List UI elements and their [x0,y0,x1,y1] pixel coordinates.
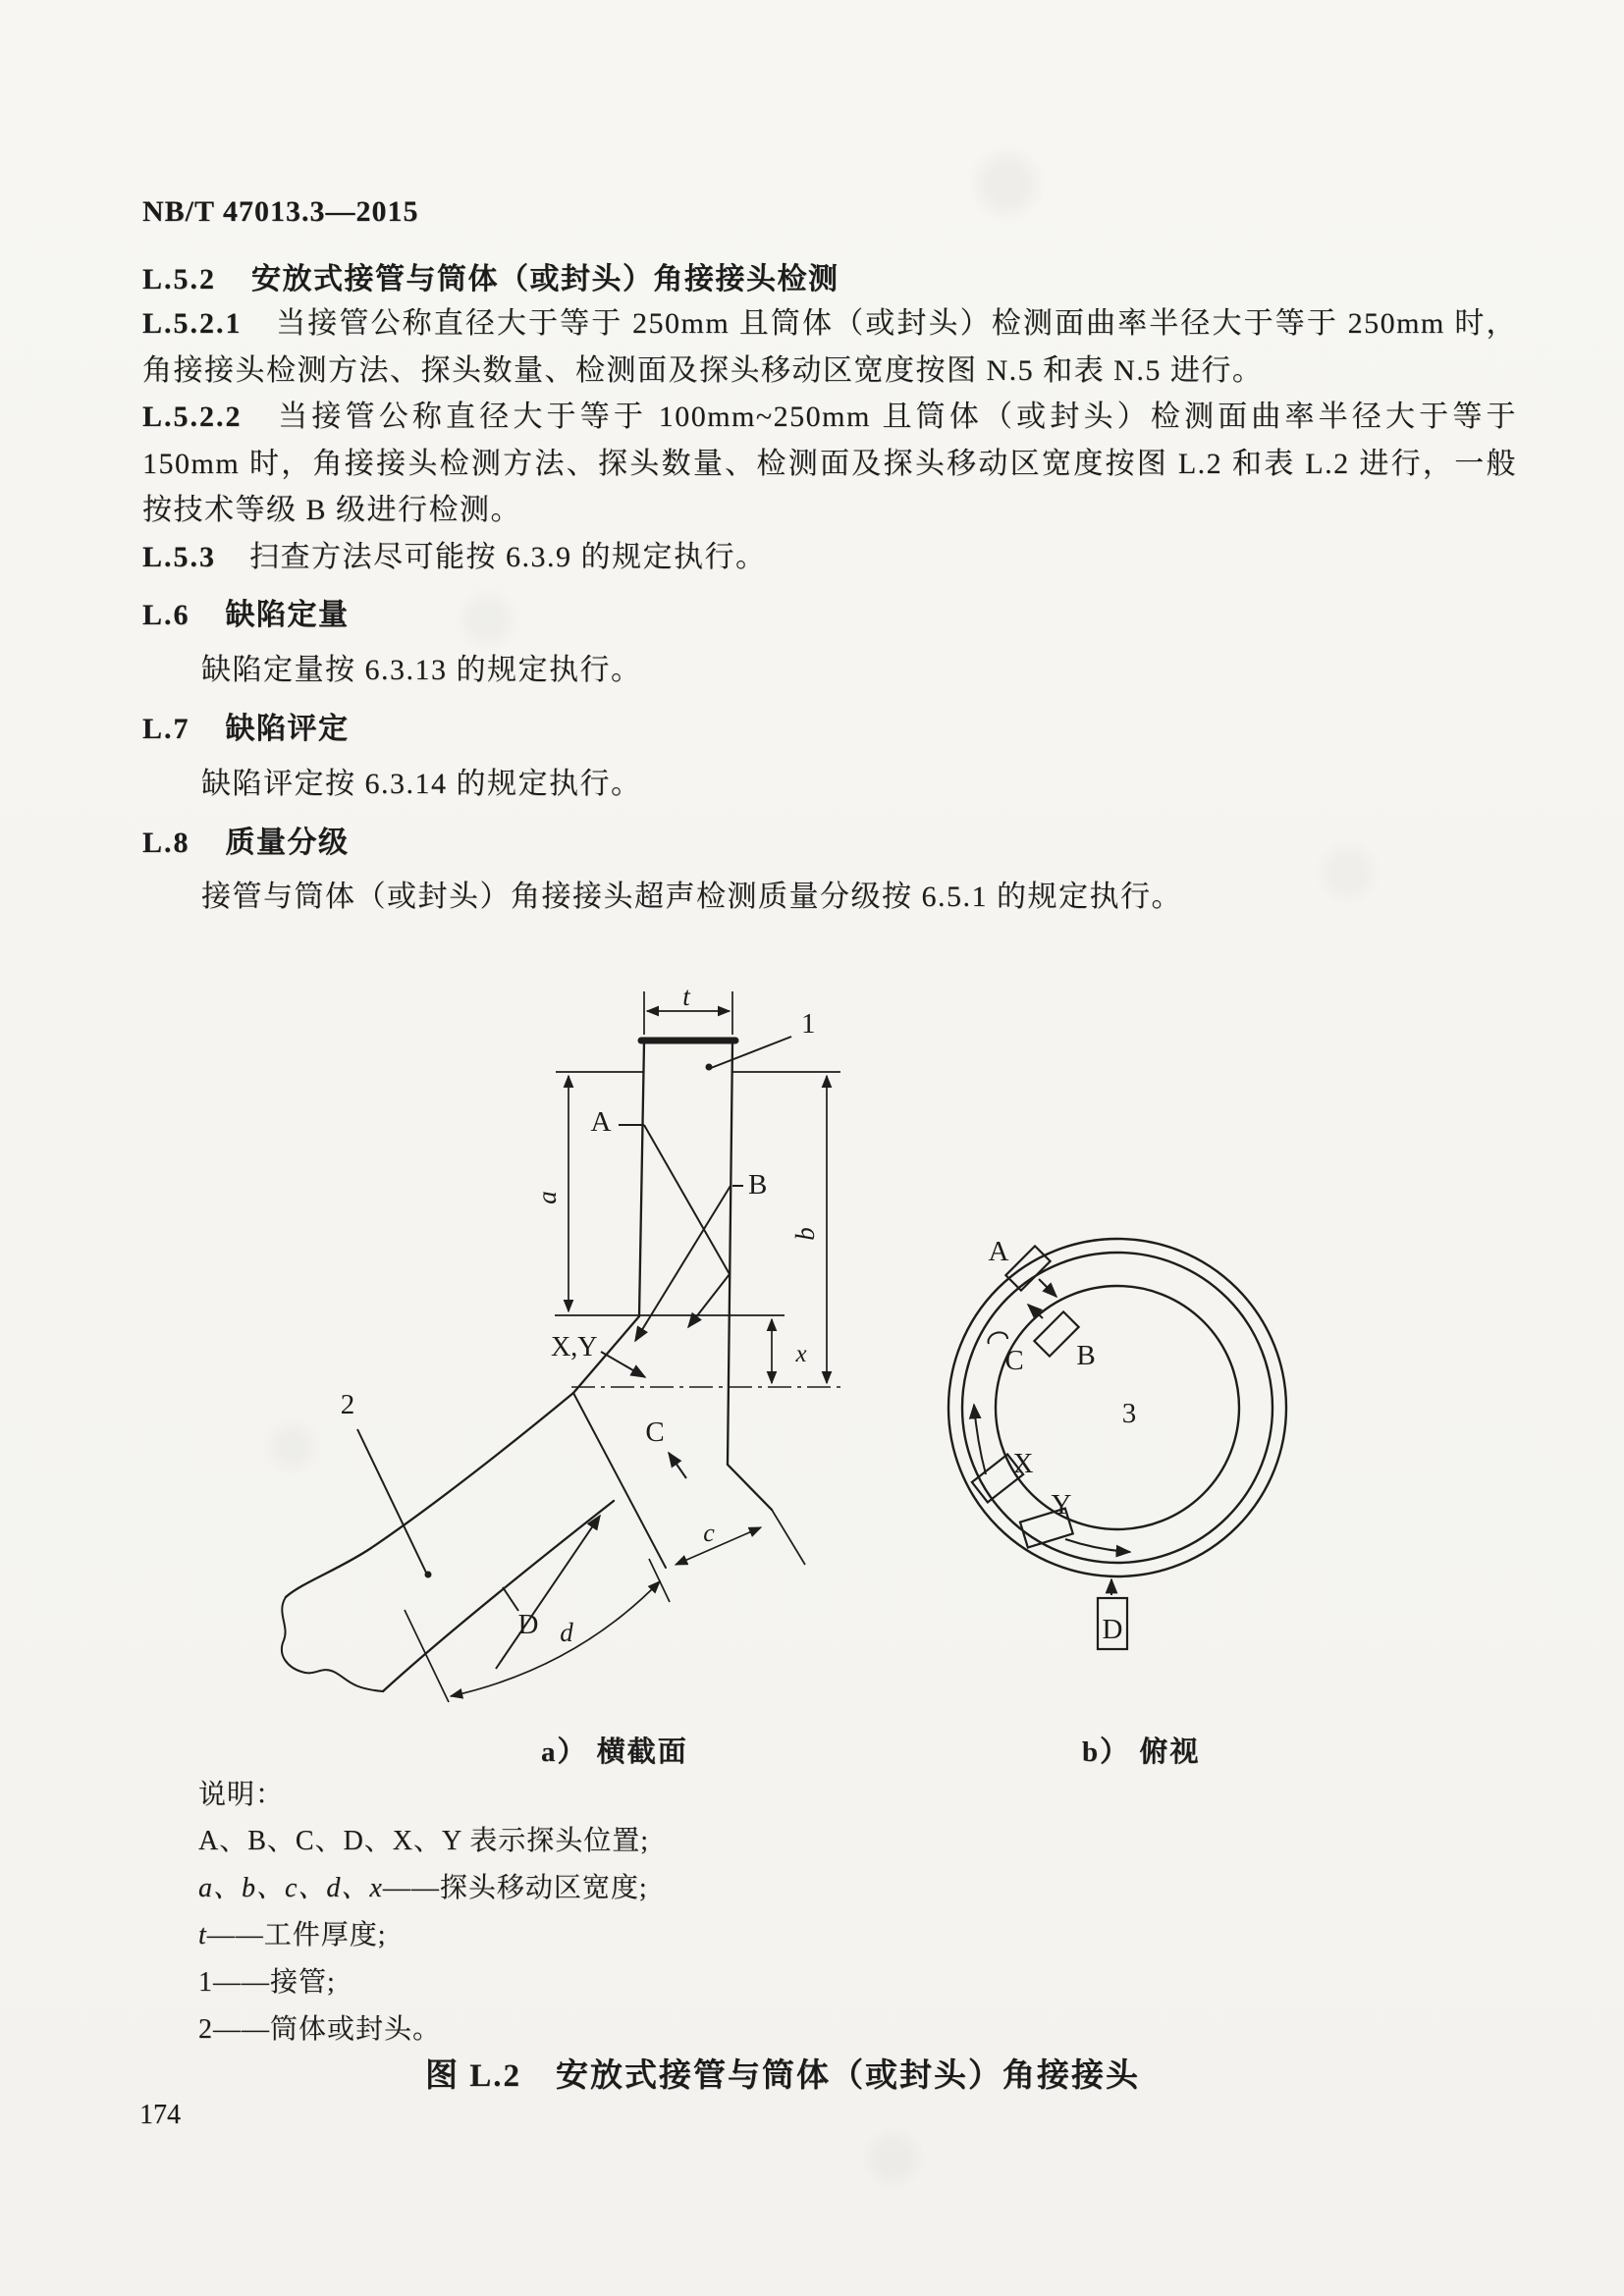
part-label-1: 1 [801,1008,816,1040]
shell-outer-surface-right [728,1465,772,1510]
page-number: 174 [139,2100,181,2130]
beam-path-A [644,1125,730,1327]
legend-term: a、b、c、d、x [198,1873,383,1903]
legend-desc: ——探头移动区宽度; [382,1873,648,1903]
clause-title: 缺陷评定 [225,713,350,745]
arrow-C [669,1453,686,1478]
nozzle-bore-circle [996,1286,1239,1529]
probe-label-A: A [590,1106,612,1138]
arrow-X [974,1405,986,1474]
arrow-XY [601,1352,645,1377]
dim-label-x: x [795,1341,807,1367]
dim-label-c: c [703,1519,715,1547]
probe-label-B: B [748,1169,768,1201]
shell-break-line [282,1597,383,1691]
clause-label: L.5.2.2 [142,400,243,433]
weld-outer-circle [962,1253,1272,1563]
probe-label-X: X [1012,1448,1034,1479]
clause-label: L.8 [142,827,190,859]
legend-desc: 表示探头位置; [461,1826,649,1856]
legend-desc: ——筒体或封头。 [213,2014,442,2045]
part-label-3: 3 [1121,1398,1137,1429]
dim-label-d: d [560,1618,573,1647]
legend-term: 1 [198,1967,213,1998]
d-dimension-line [451,1581,660,1696]
leader-dot-1 [706,1064,713,1071]
clause-l-6-body: 缺陷定量按 6.3.13 的规定执行。 [201,654,642,686]
probe-label-C: C [1004,1345,1024,1376]
shell-inner-surface [383,1501,614,1691]
d-extension-left [405,1610,449,1702]
clause-label: L.6 [142,599,190,631]
clause-text: 扫查方法尽可能按 6.3.9 的规定执行。 [249,541,767,573]
probe-label-C: C [645,1416,665,1448]
dim-label-b: b [790,1227,820,1241]
legend-title: 说明： [198,1780,285,1810]
probe-label-D: D [517,1609,539,1640]
beam-path-B [635,1186,731,1341]
legend-item-movement-zones [198,1866,648,1905]
legend-term: t [198,1920,207,1950]
probe-label-XY: X,Y [551,1332,598,1362]
probe-label-A: A [988,1236,1009,1267]
part-label-2: 2 [340,1389,355,1420]
top-view-diagram [948,1236,1286,1649]
probe-B-symbol [1034,1311,1078,1356]
legend-item-nozzle [198,1960,336,2000]
arrow-Y [1065,1539,1130,1552]
clause-title: 缺陷定量 [225,599,350,631]
nozzle-right-wall [728,1042,732,1465]
legend-term: A、B、C、D、X、Y [198,1826,462,1856]
clause-title: 安放式接管与筒体（或封头）角接接头检测 [251,263,839,295]
legend-term: 2 [198,2014,213,2045]
tick-D [503,1587,518,1611]
clause-label: L.5.3 [142,541,217,573]
probe-label-B: B [1076,1340,1096,1371]
d-extension-right [649,1559,670,1602]
beam-path-D [496,1516,600,1669]
legend-item-shell [198,2007,441,2047]
legend-item-probe-positions [198,1819,649,1858]
clause-title: 质量分级 [225,827,350,859]
leader-dot-2 [425,1572,432,1578]
subfigure-caption-b: b） 俯视 [1082,1736,1201,1768]
clause-text: 当接管公称直径大于等于 250mm 且筒体（或封头）检测面曲率半径大于等于 250mm 时，角接接头检测方法、探头数量、检测面及探头移动区宽度按图 N.5 和表 N.5 进行。 [142,307,1517,387]
dim-label-a: a [532,1191,562,1204]
shell-outer-circle [948,1239,1286,1576]
subfigure-caption-a: a） 横截面 [541,1736,688,1768]
legend-desc: ——工件厚度; [206,1920,387,1950]
cross-section-diagram [282,982,840,1702]
figure-caption: 图 L.2 安放式接管与筒体（或封头）角接接头 [424,2058,1140,2094]
probe-C-arc-symbol [989,1332,1007,1344]
dim-label-t: t [682,982,690,1011]
clause-l-7-body: 缺陷评定按 6.3.14 的规定执行。 [201,768,642,800]
clause-label: L.5.2.1 [142,307,243,340]
probe-label-D: D [1102,1614,1123,1645]
clause-text: 当接管公称直径大于等于 100mm~250mm 且筒体（或封头）检测面曲率半径大于等于 150mm 时，角接接头检测方法、探头数量、检测面及探头移动区宽度按图 L.2 和表 L.2 进行，一般按技术等级 B 级进行检测。 [142,400,1517,526]
clause-label: L.7 [142,713,190,745]
clause-l-8-body: 接管与筒体（或封头）角接接头超声检测质量分级按 6.5.1 的规定执行。 [201,881,1182,913]
probe-label-Y: Y [1051,1489,1072,1521]
arrow-A [1039,1279,1056,1297]
c-dimension-line [676,1527,761,1565]
standard-number-header: NB/T 47013.3—2015 [142,195,419,228]
legend-item-thickness [198,1913,387,1952]
clause-label: L.5.2 [142,263,217,295]
legend-desc: ——接管; [213,1967,336,1998]
c-extension-right [772,1510,805,1565]
nozzle-left-wall [639,1042,644,1316]
